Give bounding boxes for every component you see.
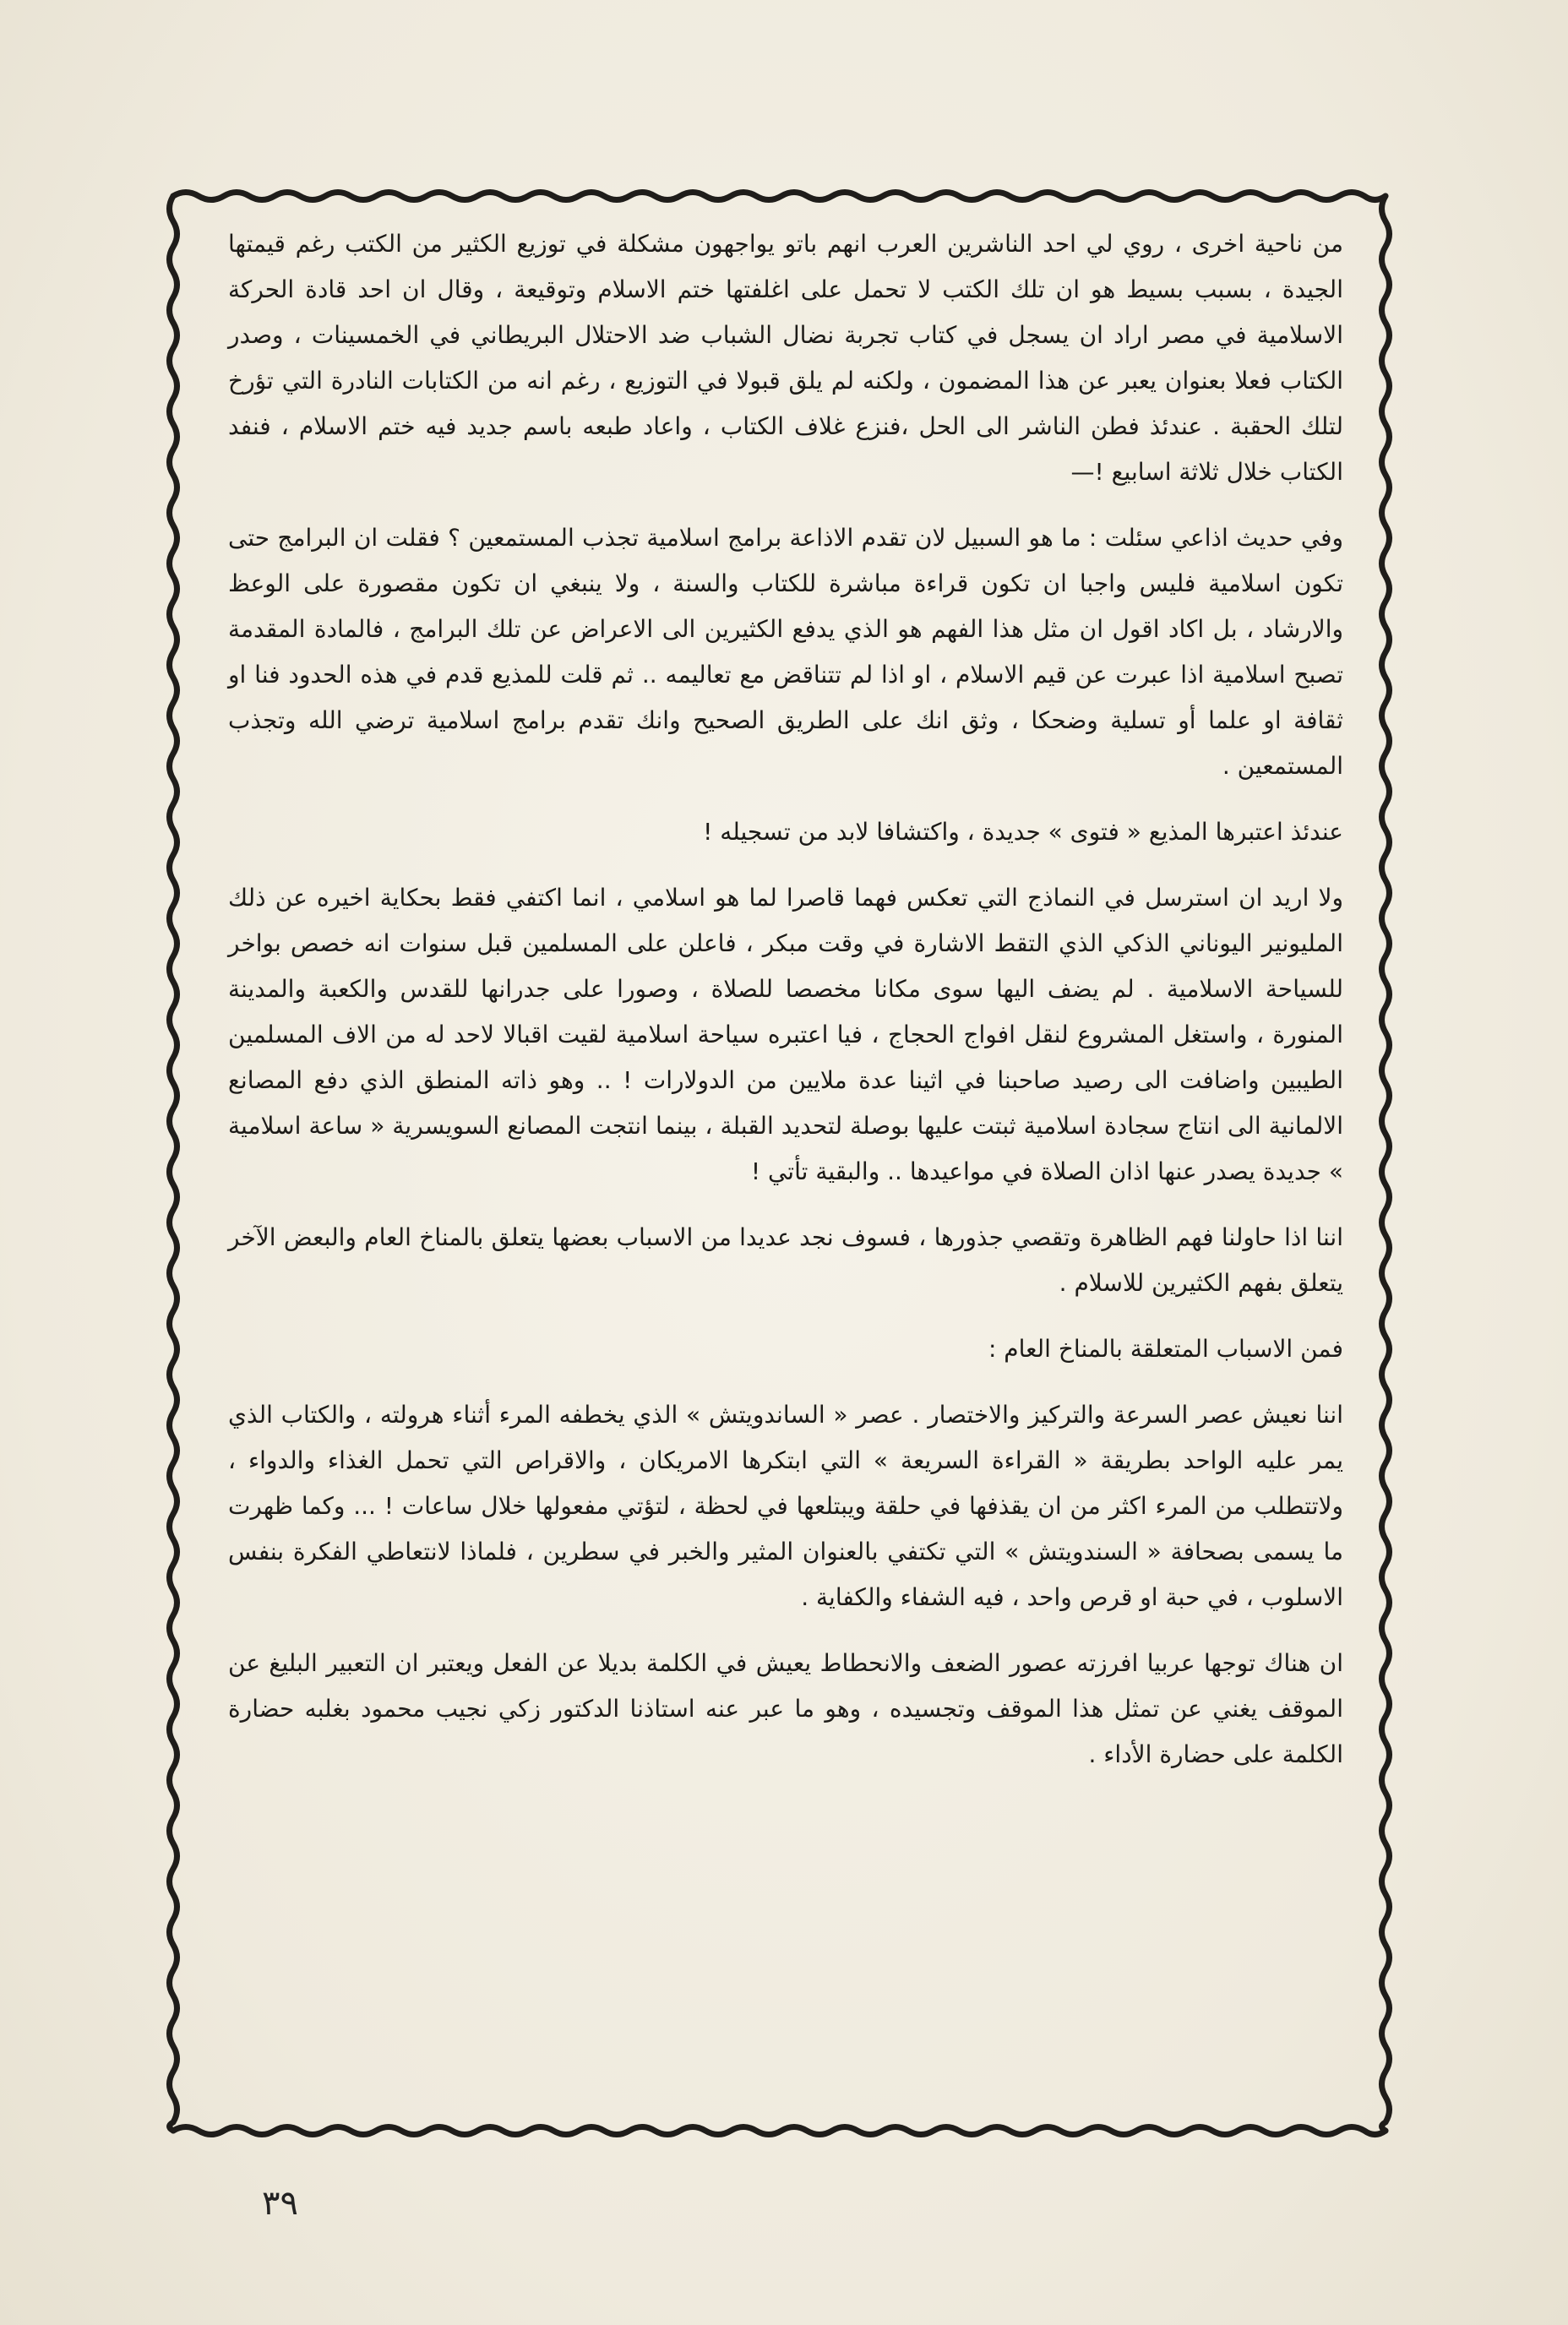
paragraph-greek-millionaire: ولا اريد ان استرسل في النماذج التي تعكس فهما قاصرا لما هو اسلامي ، انما اكتفي فقط بحكاية اخيره عن ذلك المليونير اليوناني الذكي الذي التقط الاشارة في وقت مبكر ، فاعلن على المسلمين قبل سنوات انه خصص بواخر للسياحة الاسلامية . لم يضف اليها سوى مكانا مخصصا للصلاة ، وصورا على جدرانها للقدس والكعبة والمدينة المنورة ، واستغل المشروع لنقل افواج الحجاج ، فيا اعتبره سياحة اسلامية لقيت اقبالا لاحد له من الاف المسلمين الطيبين واضافت الى رصيد صاحبنا في اثينا عدة ملايين من الدولارات ! .. وهو ذاته المنطق الذي دفع المصانع الالمانية الى انتاج سجادة اسلامية ثبتت عليها بوصلة لتحديد القبلة ، بينما انتجت المصانع السويسرية « ساعة اسلامية » جديدة يصدر عنها اذان الصلاة في مواعيدها .. والبقية تأتي ! <box>228 884 1343 1185</box>
page-number: ٣٩ <box>262 2184 298 2223</box>
paragraph-fatwa-remark: عندئذ اعتبرها المذيع « فتوى » جديدة ، واكتشافا لابد من تسجيله ! <box>703 818 1343 846</box>
border-bottom-wave <box>173 2127 1386 2135</box>
paragraph-word-vs-action: ان هناك توجها عربيا افرزته عصور الضعف والانحطاط يعيش في الكلمة بديلا عن الفعل ويعتبر ان التعبير البليغ عن الموقف يغني عن تمثل هذا الموقف وتجسيده ، وهو ما عبر عنه استاذنا الدكتور زكي نجيب محمود بغلبه حضارة الكلمة على حضارة الأداء . <box>228 1649 1343 1768</box>
border-top-wave <box>173 193 1386 200</box>
border-right-wave <box>1382 196 1390 2131</box>
paragraph-publisher-anecdote: من ناحية اخرى ، روي لي احد الناشرين العرب انهم باتو يواجهون مشكلة في توزيع الكثير من الكتب رغم قيمتها الجيدة ، بسبب بسيط هو ان تلك الكتب لا تحمل على اغلفتها ختم الاسلام وتوقيعة ، وقال ان احد قادة الحركة الاسلامية في مصر اراد ان يسجل في كتاب تجربة نضال الشباب ضد الاحتلال البريطاني في الخمسينات ، وصدر الكتاب فعلا بعنوان يعبر عن هذا المضمون ، ولكنه لم يلق قبولا في التوزيع ، رغم انه من الكتابات النادرة التي تؤرخ لتلك الحقبة . عندئذ فطن الناشر الى الحل ،فنزع غلاف الكتاب ، واعاد طبعه باسم جديد فيه ختم الاسلام ، فنفد الكتاب خلال ثلاثة اسابيع !— <box>228 230 1343 486</box>
paragraph-speed-era: اننا نعيش عصر السرعة والتركيز والاختصار . عصر « الساندويتش » الذي يخطفه المرء أثناء هرولته ، والكتاب الذي يمر عليه الواحد بطريقة « القراءة السريعة » التي ابتكرها الامريكان ، والاقراص التي تحمل الغذاء والدواء ، ولاتتطلب من المرء اكثر من ان يقذفها في حلقة ويبتلعها في لحظة ، لتؤتي مفعولها خلال ساعات ! ... وكما ظهرت ما يسمى بصحافة « السندويتش » التي تكتفي بالعنوان المثير والخبر في سطرين ، فلماذا لانتعاطي الفكرة بنفس الاسلوب ، في حبة او قرص واحد ، فيه الشفاء والكفاية . <box>228 1401 1343 1611</box>
border-left-wave <box>170 196 177 2131</box>
paragraph-radio-interview: وفي حديث اذاعي سئلت : ما هو السبيل لان تقدم الاذاعة برامج اسلامية تجذب المستمعين ؟ فقلت ان البرامج حتى تكون اسلامية فليس واجبا ان تكون قراءة مباشرة للكتاب والسنة ، ولا ينبغي ان تكون مقصورة على الوعظ والارشاد ، بل اكاد اقول ان مثل هذا الفهم هو الذي يدفع الكثيرين الى الاعراض عن تلك البرامج ، فالمادة المقدمة تصبح اسلامية اذا عبرت عن قيم الاسلام ، او اذا لم تتناقض مع تعاليمه .. ثم قلت للمذيع قدم في هذه الحدود فنا او ثقافة او علما أو تسلية وضحكا ، وثق انك على الطريق الصحيح وانك تقدم برامج اسلامية ترضي الله وتجذب المستمعين . <box>228 524 1343 780</box>
paragraph-climate-causes-heading: فمن الاسباب المتعلقة بالمناخ العام : <box>988 1335 1343 1363</box>
paragraph-phenomenon-roots: اننا اذا حاولنا فهم الظاهرة وتقصي جذورها ، فسوف نجد عديدا من الاسباب بعضها يتعلق بالمناخ العام والبعض الآخر يتعلق بفهم الكثيرين للاسلام . <box>228 1223 1343 1297</box>
article-body <box>228 221 1343 1798</box>
